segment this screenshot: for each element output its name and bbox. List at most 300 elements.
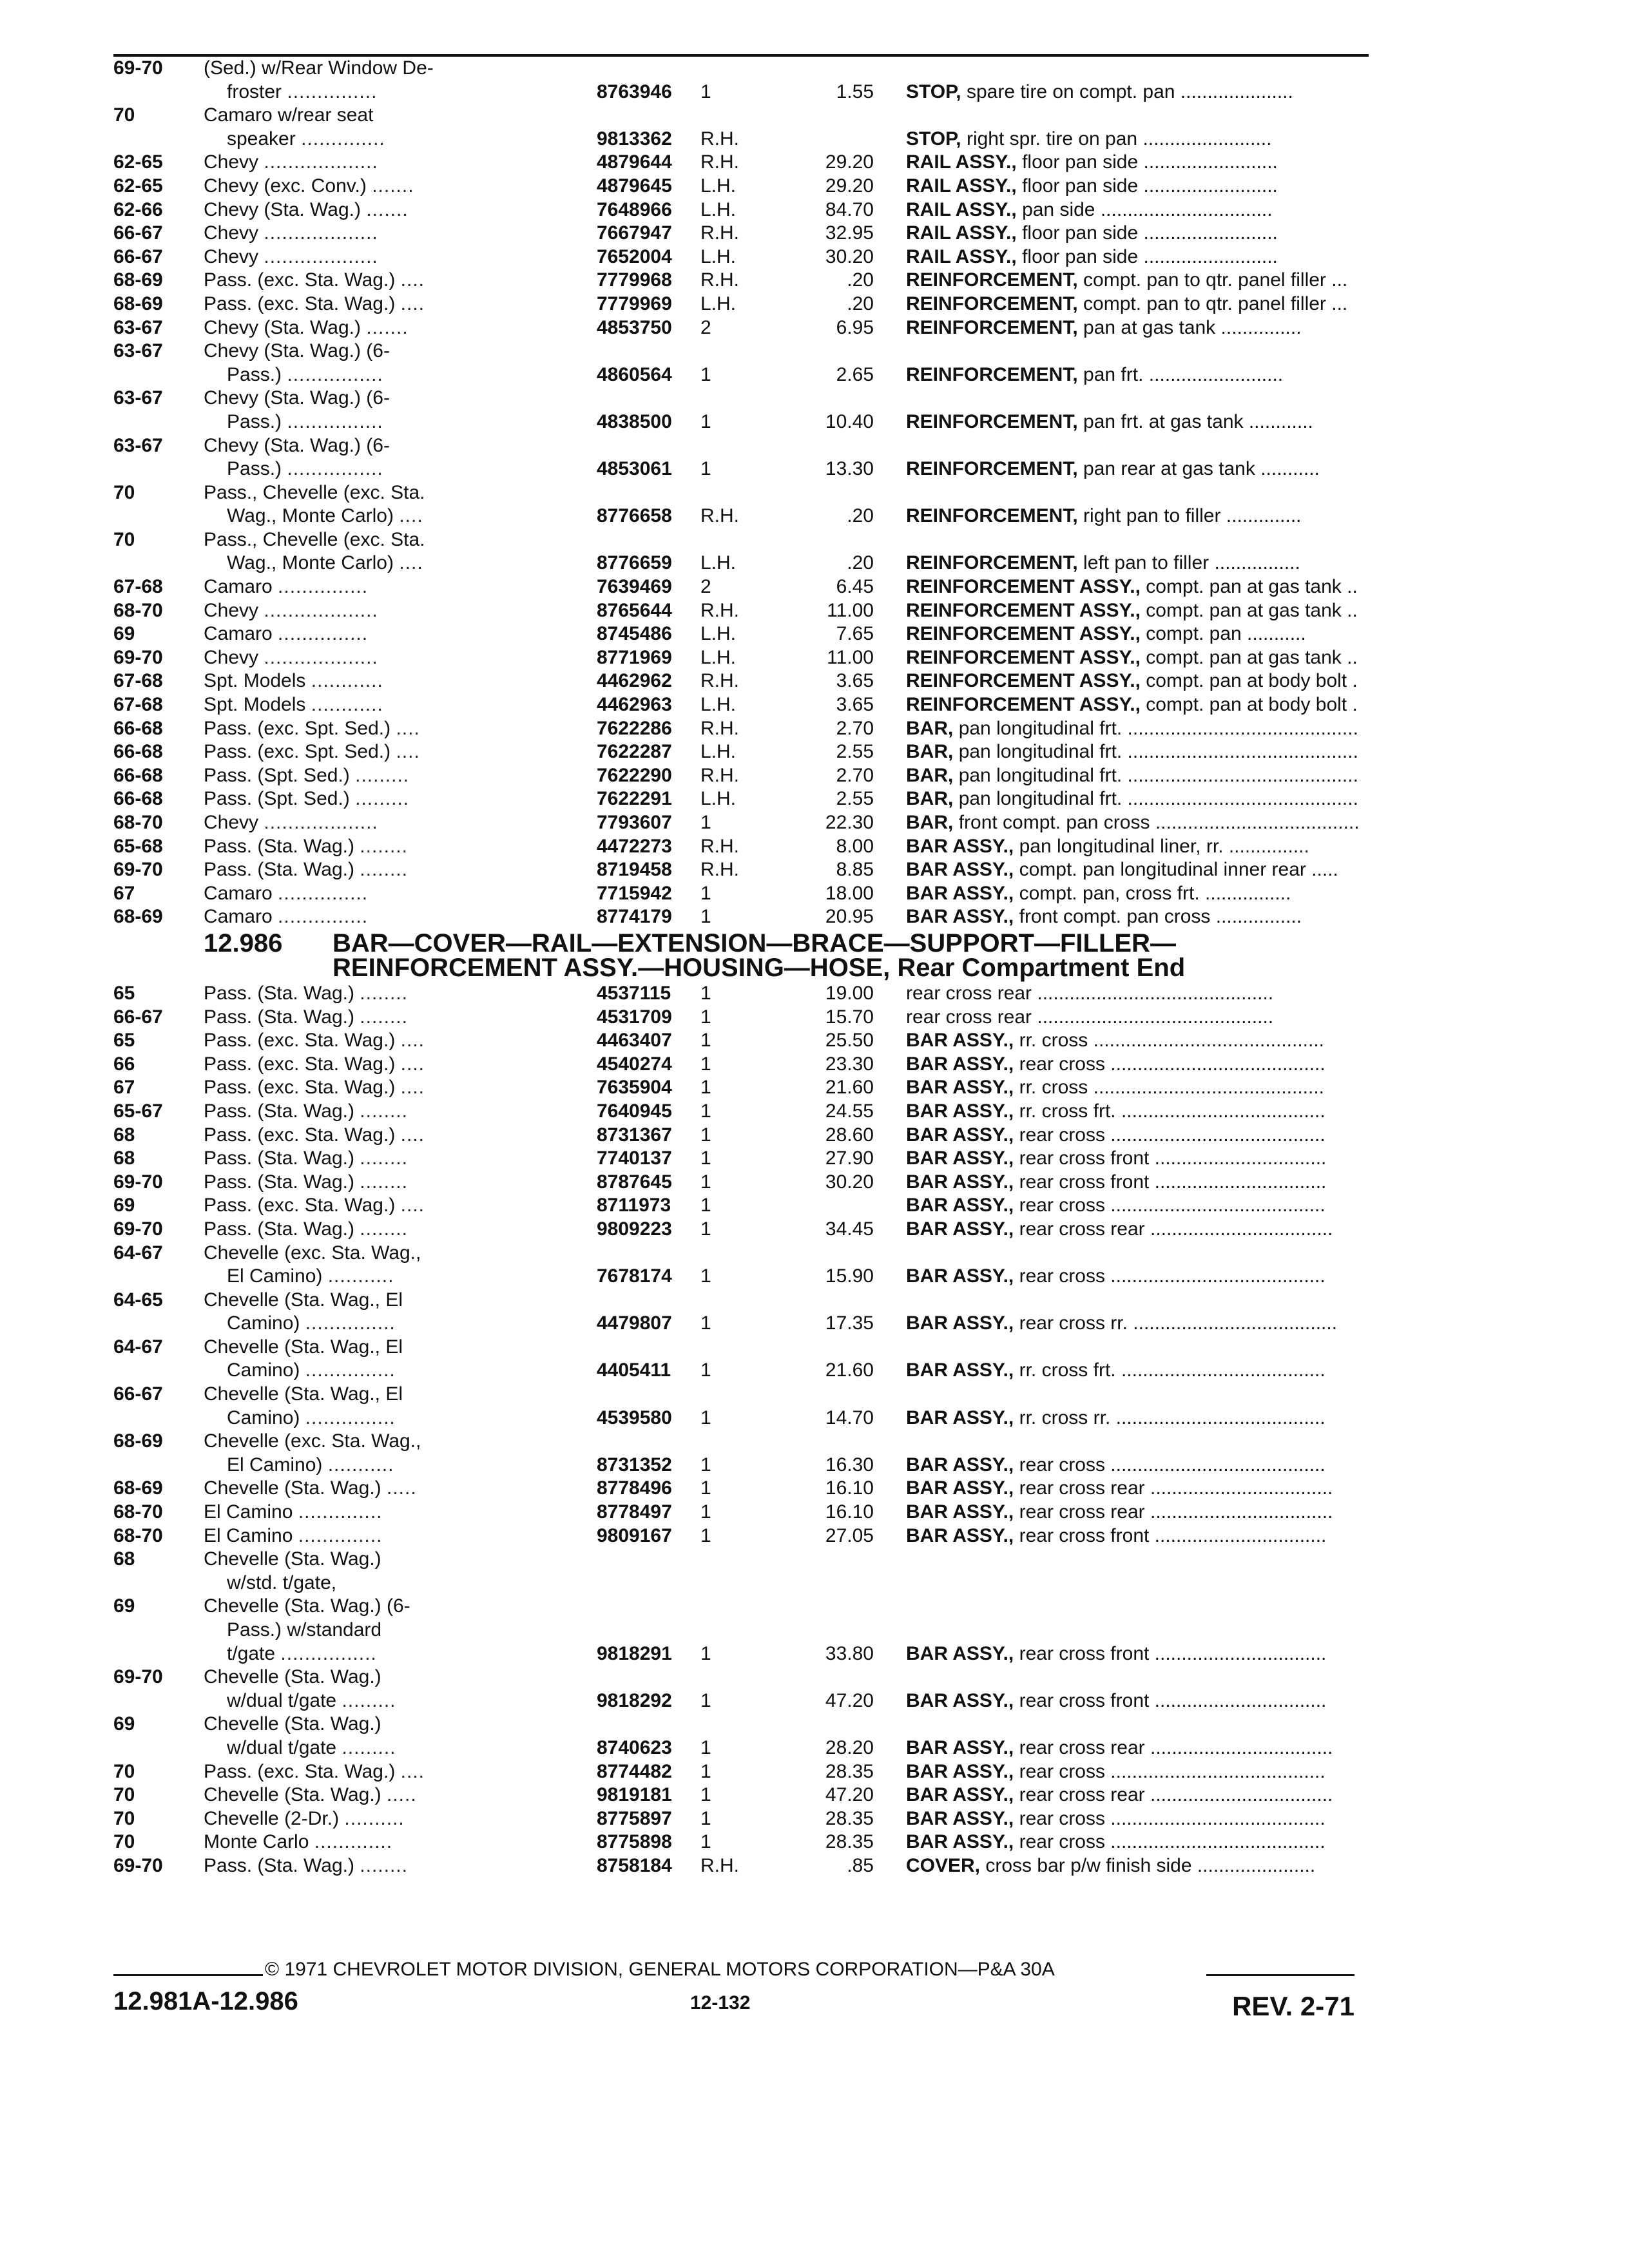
catalog-row — [113, 340, 1370, 363]
price: 21.60 — [825, 1360, 874, 1381]
vehicle-text: Chevy — [204, 599, 259, 621]
catalog-row — [113, 1524, 1370, 1548]
part-detail: rear cross rear .................................. — [1019, 1784, 1333, 1806]
part-detail: spare tire on compt. pan ..................... — [966, 81, 1293, 102]
part-detail: rear cross rear .................................. — [1019, 1477, 1333, 1499]
model-years: 63-67 — [113, 340, 163, 362]
vehicle-application — [204, 151, 593, 175]
part-name: REINFORCEMENT, — [906, 505, 1078, 527]
price: 11.00 — [827, 599, 874, 621]
price: 33.80 — [825, 1642, 874, 1664]
model-years: 66-68 — [113, 764, 163, 786]
vehicle-application — [204, 787, 593, 811]
part-detail: floor pan side ......................... — [1022, 245, 1278, 267]
leader-dots: ........... — [327, 1454, 394, 1475]
price: 19.00 — [825, 982, 874, 1004]
part-description — [906, 128, 1370, 151]
catalog-row — [113, 1053, 1370, 1077]
quantity-or-side: L.H. — [700, 623, 737, 645]
model-years: 65-67 — [113, 1100, 163, 1122]
vehicle-text: Chevy (Sta. Wag.) (6- — [204, 340, 390, 362]
part-detail: rear cross rear ............................................ — [906, 982, 1274, 1004]
part-name: RAIL ASSY., — [906, 245, 1017, 267]
vehicle-text: Pass. (Sta. Wag.) — [204, 1854, 354, 1876]
vehicle-application — [204, 316, 593, 340]
quantity-or-side: 1 — [700, 1148, 711, 1169]
price: 21.60 — [825, 1077, 874, 1099]
leader-dots: .... — [400, 1195, 425, 1216]
quantity-or-side: R.H. — [700, 670, 739, 692]
catalog-row — [113, 882, 1370, 906]
price: 7.65 — [836, 623, 874, 645]
part-name: BAR ASSY., — [906, 1501, 1014, 1523]
vehicle-text: Pass. (Sta. Wag.) — [204, 1218, 354, 1240]
catalog-row — [113, 1619, 1370, 1642]
vehicle-application — [204, 481, 593, 505]
part-detail: front compt. pan cross ...................................... — [958, 812, 1360, 833]
model-years: 63-67 — [113, 387, 163, 409]
part-name: BAR ASSY., — [906, 906, 1014, 928]
price: .20 — [847, 269, 874, 291]
part-detail: pan longitudinal liner, rr. ............... — [1019, 835, 1309, 857]
vehicle-text: Chevy (Sta. Wag.) — [204, 198, 361, 220]
part-number: 4463407 — [597, 1030, 672, 1052]
part-description — [906, 858, 1370, 882]
vehicle-application — [204, 646, 593, 670]
leader-dots: .... — [400, 1124, 425, 1146]
vehicle-text: t/gate — [227, 1642, 276, 1664]
model-years: 69-70 — [113, 57, 163, 79]
page-footer — [113, 1959, 1370, 2036]
part-number: 7639469 — [597, 576, 672, 598]
vehicle-application — [204, 1124, 593, 1148]
quantity-or-side: 1 — [700, 363, 711, 385]
model-years: 62-65 — [113, 175, 163, 197]
model-years: 68-70 — [113, 599, 163, 621]
part-detail: pan longitudinal frt. ........................................... — [958, 764, 1358, 786]
quantity-or-side: 1 — [700, 1077, 711, 1099]
part-name: BAR ASSY., — [906, 1124, 1014, 1146]
footer-rule-right — [1206, 1974, 1354, 1976]
part-description — [906, 646, 1370, 670]
vehicle-application — [227, 1736, 593, 1760]
leader-dots: .... — [399, 505, 423, 527]
part-name: BAR ASSY., — [906, 835, 1014, 857]
quantity-or-side: 1 — [700, 1171, 711, 1193]
price: 30.20 — [825, 1171, 874, 1193]
quantity-or-side: 1 — [700, 1006, 711, 1028]
part-name: BAR ASSY., — [906, 1030, 1014, 1052]
catalog-row — [113, 1430, 1370, 1454]
price: 27.05 — [825, 1524, 874, 1546]
section-number: 12.986 — [204, 928, 283, 957]
catalog-row — [113, 245, 1370, 269]
leader-dots: ................ — [280, 1642, 377, 1664]
model-years: 68-70 — [113, 1524, 163, 1546]
vehicle-text: Pass. (Sta. Wag.) — [204, 1006, 354, 1028]
catalog-row — [113, 1312, 1370, 1336]
price: 20.95 — [825, 906, 874, 928]
part-name: BAR ASSY., — [906, 1077, 1014, 1099]
part-name: BAR ASSY., — [906, 1454, 1014, 1475]
leader-dots: ............... — [278, 882, 369, 904]
model-years: 68 — [113, 1124, 135, 1146]
part-detail: rr. cross frt. ...................................... — [1019, 1100, 1325, 1122]
quantity-or-side: 1 — [700, 1689, 711, 1711]
catalog-row — [113, 1736, 1370, 1760]
catalog-row — [113, 1336, 1370, 1360]
quantity-or-side: 1 — [700, 1454, 711, 1475]
price: 3.65 — [836, 670, 874, 692]
catalog-row — [113, 1194, 1370, 1218]
part-description — [906, 245, 1370, 269]
part-detail: compt. pan at body bolt . — [1146, 694, 1358, 716]
part-description — [906, 552, 1370, 575]
part-description — [906, 1076, 1370, 1100]
vehicle-text: Camino) — [227, 1312, 300, 1334]
model-years: 69-70 — [113, 1171, 163, 1193]
part-detail: compt. pan to qtr. panel filler ... — [1083, 293, 1348, 314]
vehicle-text: Pass. (exc. Sta. Wag.) — [204, 1760, 396, 1782]
leader-dots: ................ — [287, 363, 383, 385]
part-number: 4462962 — [597, 670, 672, 692]
section-heading — [113, 929, 1370, 982]
model-years: 64-67 — [113, 1336, 163, 1358]
catalog-row — [113, 1477, 1370, 1501]
part-detail: rr. cross ........................................... — [1019, 1077, 1325, 1099]
part-name: REINFORCEMENT, — [906, 269, 1078, 291]
part-description — [906, 811, 1370, 835]
part-number: 8776659 — [597, 552, 672, 574]
vehicle-text: Pass. (exc. Sta. Wag.) — [204, 1077, 396, 1099]
leader-dots: ................... — [264, 646, 378, 668]
leader-dots: ....... — [366, 198, 409, 220]
price: 6.95 — [836, 316, 874, 338]
catalog-row — [113, 1783, 1370, 1807]
quantity-or-side: R.H. — [700, 128, 739, 149]
catalog-row — [113, 222, 1370, 245]
vehicle-text: w/dual t/gate — [227, 1689, 337, 1711]
part-name: REINFORCEMENT, — [906, 410, 1078, 432]
part-description — [906, 1006, 1370, 1030]
model-years: 69 — [113, 1195, 135, 1216]
part-description — [906, 1218, 1370, 1242]
model-years: 67-68 — [113, 670, 163, 692]
part-description — [906, 505, 1370, 528]
part-number: 7622286 — [597, 717, 672, 739]
part-number: 8775898 — [597, 1831, 672, 1853]
part-number: 7715942 — [597, 882, 672, 904]
part-detail: rr. cross rr. ....................................... — [1019, 1407, 1325, 1428]
leader-dots: ............ — [311, 694, 383, 716]
vehicle-text: Chevelle (Sta. Wag., El — [204, 1289, 403, 1311]
vehicle-text: w/std. t/gate, — [227, 1571, 337, 1593]
vehicle-application — [204, 57, 593, 81]
vehicle-application — [204, 1218, 593, 1242]
vehicle-text: Pass. (exc. Sta. Wag.) — [204, 269, 396, 291]
catalog-row — [113, 575, 1370, 599]
part-number: 7640945 — [597, 1100, 672, 1122]
leader-dots: ........ — [360, 982, 408, 1004]
part-name: BAR, — [906, 788, 954, 810]
part-name: REINFORCEMENT, — [906, 552, 1078, 574]
part-number: 8774179 — [597, 906, 672, 928]
part-number: 8774482 — [597, 1760, 672, 1782]
quantity-or-side: R.H. — [700, 269, 739, 291]
part-detail: rear cross front ................................ — [1019, 1148, 1327, 1169]
price: 11.00 — [827, 646, 874, 668]
leader-dots: .... — [400, 293, 425, 314]
part-number: 4479807 — [597, 1312, 672, 1334]
model-years: 65 — [113, 982, 135, 1004]
leader-dots: ............... — [305, 1360, 396, 1381]
part-detail: rear cross rear .................................. — [1019, 1736, 1333, 1758]
part-detail: rear cross ........................................ — [1019, 1195, 1325, 1216]
part-number: 4472273 — [597, 835, 672, 857]
part-number: 7779969 — [597, 293, 672, 314]
model-years: 68-69 — [113, 269, 163, 291]
price: 28.20 — [825, 1736, 874, 1758]
vehicle-application — [204, 1760, 593, 1784]
quantity-or-side: 1 — [700, 1642, 711, 1664]
price: 47.20 — [825, 1784, 874, 1806]
price: 10.40 — [825, 410, 874, 432]
price: 28.35 — [825, 1760, 874, 1782]
part-name: BAR ASSY., — [906, 1100, 1014, 1122]
model-years: 66-67 — [113, 1383, 163, 1405]
vehicle-application — [204, 104, 593, 128]
part-name: BAR ASSY., — [906, 1736, 1014, 1758]
model-years: 69-70 — [113, 1666, 163, 1688]
price: 2.65 — [836, 363, 874, 385]
vehicle-application — [204, 1006, 593, 1030]
part-number: 7622287 — [597, 741, 672, 763]
price: 25.50 — [825, 1030, 874, 1052]
model-years: 67-68 — [113, 694, 163, 716]
model-years: 67-68 — [113, 576, 163, 598]
catalog-row — [113, 104, 1370, 128]
catalog-row — [113, 693, 1370, 717]
catalog-row — [113, 764, 1370, 788]
part-number: 8719458 — [597, 859, 672, 881]
vehicle-text: El Camino) — [227, 1454, 323, 1475]
leader-dots: ............ — [311, 670, 383, 692]
quantity-or-side: R.H. — [700, 764, 739, 786]
vehicle-text: Pass. (Sta. Wag.) — [204, 982, 354, 1004]
part-name: BAR ASSY., — [906, 1524, 1014, 1546]
part-description — [906, 1783, 1370, 1807]
quantity-or-side: 1 — [700, 1030, 711, 1052]
part-detail: rear cross ........................................ — [1019, 1454, 1325, 1475]
vehicle-application — [227, 1312, 593, 1336]
price: 24.55 — [825, 1100, 874, 1122]
part-detail: compt. pan ........... — [1146, 623, 1306, 645]
part-description — [906, 198, 1370, 222]
part-description — [906, 1124, 1370, 1148]
vehicle-text: Chevelle (2-Dr.) — [204, 1807, 340, 1829]
vehicle-text: Chevelle (Sta. Wag.) — [204, 1713, 381, 1735]
part-name: STOP, — [906, 128, 961, 149]
catalog-row — [113, 552, 1370, 575]
leader-dots: ........... — [327, 1265, 394, 1287]
vehicle-text: Chevy — [204, 812, 259, 833]
catalog-row — [113, 128, 1370, 151]
vehicle-text: Pass. (exc. Sta. Wag.) — [204, 293, 396, 314]
leader-dots: ....... — [372, 175, 414, 197]
catalog-row — [113, 198, 1370, 222]
vehicle-application — [204, 1194, 593, 1218]
vehicle-application — [204, 1595, 593, 1619]
model-years: 63-67 — [113, 316, 163, 338]
part-description — [906, 905, 1370, 929]
price: 29.20 — [825, 175, 874, 197]
catalog-row — [113, 1807, 1370, 1831]
part-number: 8787645 — [597, 1171, 672, 1193]
model-years: 70 — [113, 528, 135, 550]
model-years: 66 — [113, 1053, 135, 1075]
price: 15.70 — [825, 1006, 874, 1028]
part-description — [906, 1171, 1370, 1195]
vehicle-text: Chevy — [204, 646, 259, 668]
part-name: BAR ASSY., — [906, 859, 1014, 881]
part-detail: pan frt. ......................... — [1083, 363, 1284, 385]
part-detail: pan rear at gas tank ........... — [1083, 458, 1320, 480]
quantity-or-side: 1 — [700, 1784, 711, 1806]
part-number: 8778496 — [597, 1477, 672, 1499]
price: 30.20 — [825, 245, 874, 267]
quantity-or-side: L.H. — [700, 245, 737, 267]
part-description — [906, 1359, 1370, 1383]
part-detail: pan at gas tank ............... — [1083, 316, 1302, 338]
model-years: 67 — [113, 1077, 135, 1099]
part-number: 4879644 — [597, 151, 672, 173]
price: 18.00 — [825, 882, 874, 904]
part-description — [906, 1312, 1370, 1336]
catalog-row — [113, 505, 1370, 528]
part-number: 4540274 — [597, 1053, 672, 1075]
part-description — [906, 293, 1370, 316]
quantity-or-side: 1 — [700, 1360, 711, 1381]
leader-dots: ............... — [305, 1312, 396, 1334]
vehicle-text: Pass. (exc. Spt. Sed.) — [204, 741, 391, 763]
catalog-row — [113, 1501, 1370, 1524]
vehicle-application — [204, 340, 593, 363]
vehicle-text: Camaro — [204, 906, 273, 928]
vehicle-application — [204, 764, 593, 788]
leader-dots: ..... — [387, 1477, 417, 1499]
part-detail: compt. pan to qtr. panel filler ... — [1083, 269, 1348, 291]
vehicle-application — [204, 1783, 593, 1807]
part-detail: compt. pan, cross frt. ................ — [1019, 882, 1291, 904]
vehicle-application — [204, 1029, 593, 1053]
price: 34.45 — [825, 1218, 874, 1240]
part-name: REINFORCEMENT ASSY., — [906, 694, 1141, 716]
vehicle-text: Chevy — [204, 151, 259, 173]
catalog-row — [113, 1147, 1370, 1171]
part-description — [906, 1029, 1370, 1053]
vehicle-application — [204, 882, 593, 906]
part-description — [906, 316, 1370, 340]
catalog-row — [113, 740, 1370, 764]
quantity-or-side: 1 — [700, 1053, 711, 1075]
part-name: BAR ASSY., — [906, 1477, 1014, 1499]
vehicle-application — [204, 1383, 593, 1407]
vehicle-text: Chevelle (Sta. Wag., El — [204, 1336, 403, 1358]
part-name: BAR ASSY., — [906, 1360, 1014, 1381]
leader-dots: ..... — [387, 1784, 417, 1806]
vehicle-application — [204, 669, 593, 693]
leader-dots: ........ — [360, 1171, 408, 1193]
quantity-or-side: R.H. — [700, 717, 739, 739]
catalog-row — [113, 175, 1370, 198]
part-detail: compt. pan at gas tank .. — [1146, 599, 1358, 621]
leader-dots: ............... — [278, 623, 369, 645]
part-name: BAR ASSY., — [906, 882, 1014, 904]
part-name: REINFORCEMENT ASSY., — [906, 646, 1141, 668]
price: 13.30 — [825, 458, 874, 480]
price: 22.30 — [825, 812, 874, 833]
vehicle-application — [204, 1524, 593, 1548]
vehicle-application — [204, 434, 593, 458]
part-description — [906, 1147, 1370, 1171]
leader-dots: .... — [396, 741, 420, 763]
model-years: 70 — [113, 1831, 135, 1853]
vehicle-text: Pass. (exc. Sta. Wag.) — [204, 1030, 396, 1052]
part-number: 4853061 — [597, 458, 672, 480]
quantity-or-side: 1 — [700, 1100, 711, 1122]
part-number: 8763946 — [597, 81, 672, 102]
section-title-line-1: BAR—COVER—RAIL—EXTENSION—BRACE—SUPPORT—FILLER— — [333, 928, 1176, 957]
catalog-row — [113, 1713, 1370, 1736]
part-name: REINFORCEMENT, — [906, 363, 1078, 385]
price: 17.35 — [825, 1312, 874, 1334]
model-years: 69-70 — [113, 1218, 163, 1240]
price: 27.90 — [825, 1148, 874, 1169]
leader-dots: ........ — [360, 1854, 408, 1876]
vehicle-text: Chevelle (Sta. Wag.) — [204, 1477, 381, 1499]
vehicle-application — [227, 505, 593, 528]
leader-dots: ........ — [360, 1100, 408, 1122]
vehicle-text: Spt. Models — [204, 670, 306, 692]
quantity-or-side: L.H. — [700, 552, 737, 574]
quantity-or-side: L.H. — [700, 788, 737, 810]
part-description — [906, 1477, 1370, 1501]
vehicle-text: Chevy — [204, 245, 259, 267]
part-description — [906, 1265, 1370, 1289]
price: .20 — [847, 293, 874, 314]
catalog-row — [113, 269, 1370, 293]
vehicle-application — [204, 245, 593, 269]
catalog-row — [113, 1100, 1370, 1124]
catalog-row — [113, 410, 1370, 434]
part-detail: compt. pan longitudinal inner rear ..... — [1019, 859, 1338, 881]
model-years: 68-69 — [113, 906, 163, 928]
part-number: 8765644 — [597, 599, 672, 621]
vehicle-application — [204, 1430, 593, 1454]
vehicle-application — [227, 1407, 593, 1430]
model-years: 66-67 — [113, 245, 163, 267]
catalog-row — [113, 1571, 1370, 1595]
model-years: 64-65 — [113, 1289, 163, 1311]
model-years: 66-67 — [113, 1006, 163, 1028]
part-description — [906, 222, 1370, 245]
part-detail: floor pan side ......................... — [1022, 175, 1278, 197]
leader-dots: .... — [396, 717, 420, 739]
part-description — [906, 622, 1370, 646]
catalog-row — [113, 1689, 1370, 1713]
catalog-row — [113, 1854, 1370, 1878]
model-years: 69-70 — [113, 1854, 163, 1876]
